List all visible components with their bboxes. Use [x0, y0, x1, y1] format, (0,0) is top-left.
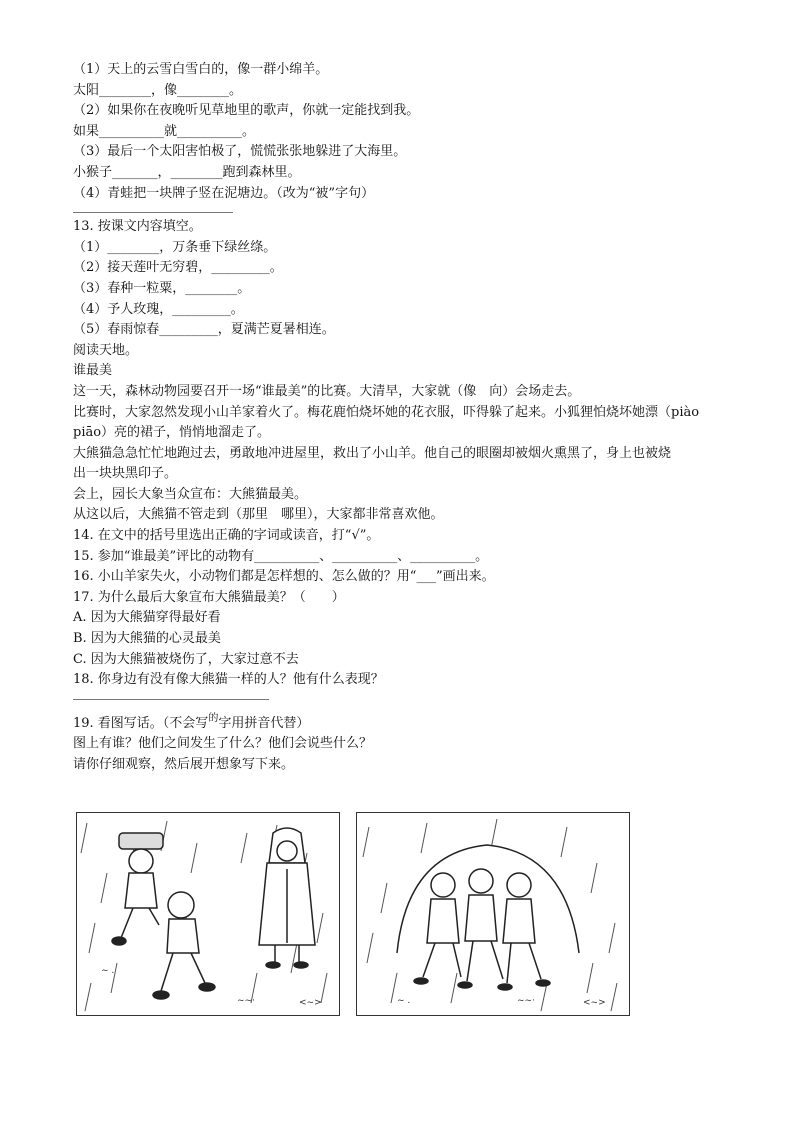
- question-18: 18. 你身边有没有像大熊猫一样的人？他有什么表现？: [73, 672, 384, 688]
- svg-text:~~·: ~~·: [237, 996, 255, 1006]
- question-16: 16. 小山羊家失火，小动物们都是怎样想的、怎么做的？用“___”画出来。: [73, 569, 495, 585]
- story-paragraph: 这一天，森林动物园要召开一场“谁最美”的比赛。大清早，大家就（像 向）会场走去。: [73, 383, 581, 399]
- q12-item2-blank: 如果__________就__________。: [73, 123, 256, 139]
- q12-item2: （2）如果你在夜晚听见草地里的歌声，你就一定能找到我。: [73, 103, 420, 119]
- q19-prompt: 请你仔细观察，然后展开想象写下来。: [73, 757, 295, 772]
- rain-scene-left: [77, 813, 339, 1015]
- picture-panels: [76, 812, 636, 1014]
- q12-item1-blank: 太阳________，像________。: [73, 82, 243, 98]
- reading-header: 阅读天地。: [73, 342, 139, 358]
- q19-title-part: 19. 看图写话。（不会写: [73, 715, 209, 731]
- q13-item: （5）春雨惊春_________，夏满芒夏暑相连。: [73, 322, 335, 338]
- running-girl: [112, 833, 163, 945]
- q13-item: （2）接天莲叶无穷碧，_________。: [73, 260, 283, 276]
- svg-text:<~>: <~>: [299, 998, 322, 1008]
- raincoat-child: [259, 828, 315, 968]
- q12-item4: （4）青蛙把一块牌子竖在泥塘边。（改为“被”字句）: [73, 185, 375, 201]
- story-paragraph: 比赛时，大家忽然发现小山羊家着火了。梅花鹿怕烧坏她的花衣服，吓得躲了起来。小狐狸怕烧坏她漂（piào: [73, 404, 700, 420]
- q19-title-small: 的: [208, 712, 219, 724]
- svg-text:~ .: ~ .: [101, 966, 115, 976]
- question-14: 14. 在文中的括号里选出正确的字词或读音，打“√”。: [73, 528, 380, 544]
- question-19: [73, 714, 733, 735]
- story-paragraph: 出一块块黑印子。: [73, 466, 178, 482]
- running-boy: [153, 892, 215, 999]
- story-paragraph: 会上，园长大象当众宣布：大熊猫最美。: [73, 486, 308, 502]
- q13-item: （3）春种一粒粟，________。: [73, 280, 251, 296]
- q19-title-part: 字用拼音代替）: [218, 715, 310, 731]
- q13-item: （4）予人玫瑰，_________。: [73, 301, 244, 317]
- q19-prompt: 图上有谁？他们之间发生了什么？他们会说些什么？: [73, 736, 373, 752]
- q13-title: 13. 按课文内容填空。: [73, 219, 202, 235]
- q12-item1: （1）天上的云雪白雪白的，像一群小绵羊。: [73, 62, 329, 77]
- svg-text:~~·: ~~·: [517, 996, 535, 1006]
- story-paragraph: 大熊猫急急忙忙地跑过去，勇敢地冲进屋里，救出了小山羊。他自己的眼圈却被烟火熏黑了，身上也被烧: [73, 445, 672, 461]
- q12-item3: （3）最后一个太阳害怕极了，慌慌张张地躲进了大海里。: [73, 144, 407, 160]
- three-children: [397, 845, 579, 990]
- answer-line: [73, 212, 233, 213]
- q12-item3-blank: 小猴子_______，________跑到森林里。: [73, 164, 301, 180]
- question-15: 15. 参加“谁最美”评比的动物有__________、__________、__________。: [73, 548, 489, 564]
- story-paragraph: 从这以后，大熊猫不管走到（那里 哪里），大家都非常喜欢他。: [73, 507, 444, 523]
- option-a: A. 因为大熊猫穿得最好看: [73, 610, 221, 626]
- picture-left: [76, 812, 340, 1016]
- story-paragraph: piāo）亮的裙子，悄悄地溜走了。: [73, 425, 271, 441]
- option-c: C. 因为大熊猫被烧伤了，大家过意不去: [73, 651, 299, 667]
- answer-line: [73, 699, 269, 700]
- rain-scene-right: [357, 813, 629, 1015]
- option-b: B. 因为大熊猫的心灵最美: [73, 631, 221, 647]
- svg-text:<~>: <~>: [583, 998, 606, 1008]
- picture-right: [356, 812, 630, 1016]
- q13-item: （1）________，万条垂下绿丝绦。: [73, 239, 277, 255]
- worksheet-page: [73, 60, 733, 776]
- puddles: [397, 996, 606, 1008]
- question-17: 17. 为什么最后大象宣布大熊猫最美？（ ）: [73, 589, 345, 605]
- story-title: 谁最美: [73, 363, 113, 379]
- svg-text:~ .: ~ .: [397, 996, 411, 1006]
